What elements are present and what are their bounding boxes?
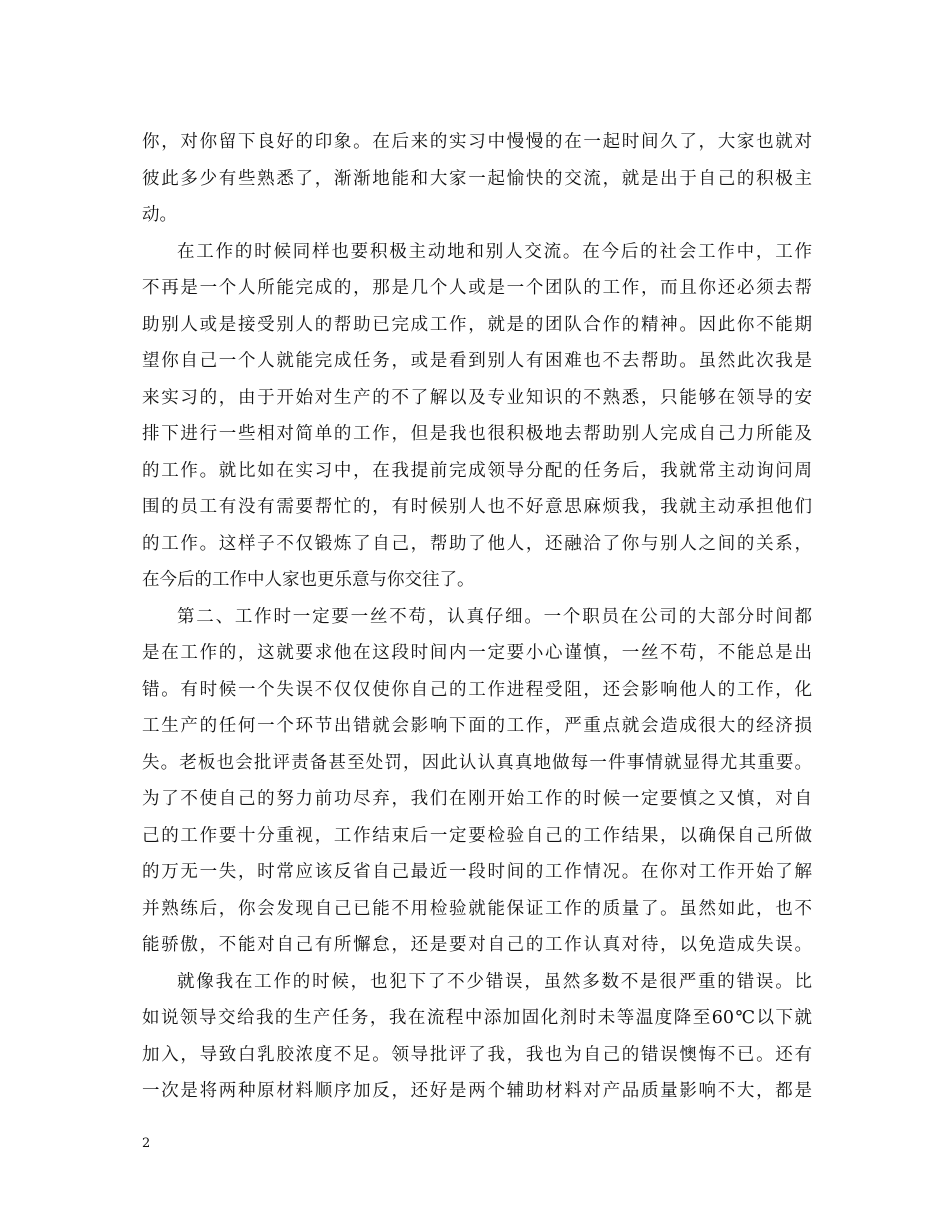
text-line: 动。 (142, 205, 177, 225)
text-line: 错。有时候一个失误不仅仅使你自己的工作进程受阻，还会影响他人的工作，化 (142, 679, 812, 700)
text-line: 望你自己一个人就能完成任务，或是看到别人有困难也不去帮助。虽然此次我是 (142, 351, 812, 371)
text-line: 是在工作的，这就要求他在这段时间内一定要小心谨慎，一丝不苟，不能总是出 (142, 643, 812, 663)
text-line: 己的工作要十分重视，工作结束后一定要检验自己的工作结果，以确保自己所做 (142, 825, 812, 846)
text-line: 的万无一失，时常应该反省自己最近一段时间的工作情况。在你对工作开始了解 (142, 862, 812, 882)
page-number: 2 (142, 1136, 151, 1151)
text-line: 的工作。就比如在实习中，在我提前完成领导分配的任务后，我就常主动询问周 (142, 460, 812, 481)
text-line: 围的员工有没有需要帮忙的，有时候别人也不好意思麻烦我，我就主动承担他们 (142, 497, 812, 517)
text-line: 一次是将两种原材料顺序加反，还好是两个辅助材料对产品质量影响不大，都是 (142, 1081, 812, 1101)
text-line: 加入，导致白乳胶浓度不足。领导批评了我，我也为自己的错误懊悔不已。还有 (142, 1044, 812, 1065)
text-line: 不再是一个人所能完成的，那是几个人或是一个团队的工作，而且你还必须去帮 (142, 278, 812, 298)
text-line: 工生产的任何一个环节出错就会影响下面的工作，严重点就会造成很大的经济损 (142, 716, 812, 736)
text-line: 并熟练后，你会发现自己已能不用检验就能保证工作的质量了。虽然如此，也不 (142, 898, 812, 919)
text-line: 如说领导交给我的生产任务，我在流程中添加固化剂时未等温度降至60℃以下就 (142, 1008, 812, 1028)
text-line: 为了不使自己的努力前功尽弃，我们在刚开始工作的时候一定要慎之又慎，对自 (142, 789, 812, 809)
text-line: 你，对你留下良好的印象。在后来的实习中慢慢的在一起时间久了，大家也就对 (142, 132, 812, 152)
paragraph-first-line: 第二、工作时一定要一丝不苟，认真仔细。一个职员在公司的大部分时间都 (177, 606, 812, 627)
body-text (142, 124, 812, 1110)
text-line: 能骄傲，不能对自己有所懈怠，还是要对自己的工作认真对待，以免造成失误。 (142, 935, 812, 955)
text-line: 失。老板也会批评责备甚至处罚，因此认认真真地做每一件事情就显得尤其重要。 (142, 752, 812, 773)
text-line: 的工作。这样子不仅锻炼了自己，帮助了他人，还融洽了你与别人之间的关系， (142, 533, 812, 554)
text-line: 在今后的工作中人家也更乐意与你交往了。 (142, 570, 475, 590)
text-line: 助别人或是接受别人的帮助已完成工作，就是的团队合作的精神。因此你不能期 (142, 314, 812, 335)
text-line: 排下进行一些相对简单的工作，但是我也很积极地去帮助别人完成自己力所能及 (142, 424, 812, 444)
text-line: 彼此多少有些熟悉了，渐渐地能和大家一起愉快的交流，就是出于自己的积极主 (142, 168, 812, 189)
paragraph-first-line: 在工作的时候同样也要积极主动地和别人交流。在今后的社会工作中，工作 (177, 241, 812, 262)
paragraph-first-line: 就像我在工作的时候，也犯下了不少错误，虽然多数不是很严重的错误。比 (177, 971, 812, 992)
text-line: 来实习的，由于开始对生产的不了解以及专业知识的不熟悉，只能够在领导的安 (142, 387, 812, 408)
